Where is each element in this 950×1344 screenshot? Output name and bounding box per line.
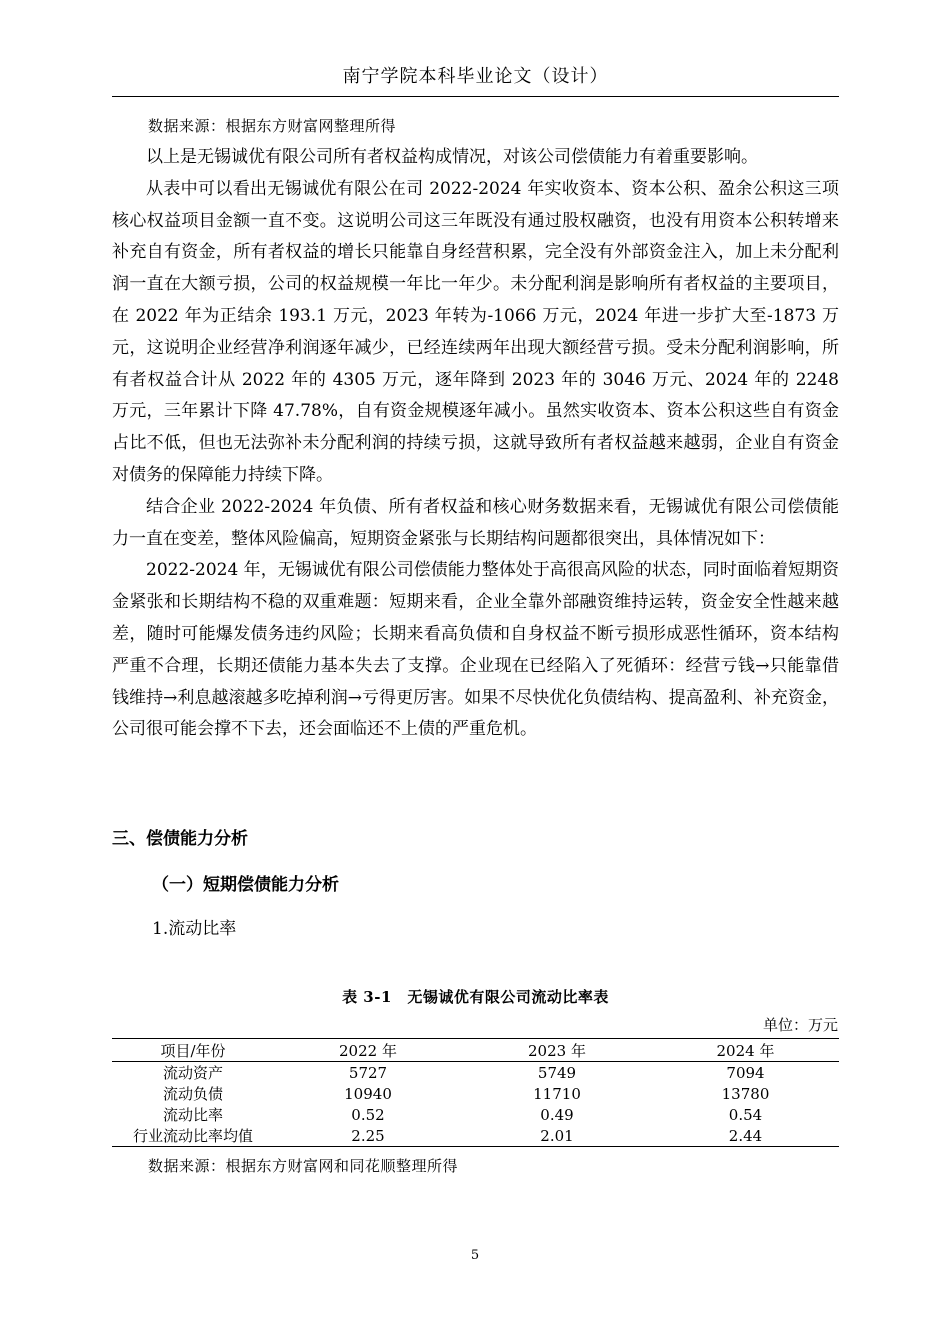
table-row bbox=[112, 1104, 839, 1125]
table-cell: 流动负债 bbox=[162, 1085, 223, 1103]
table-source-note: 数据来源：根据东方财富网和同花顺整理所得 bbox=[148, 1157, 459, 1175]
table-cell: 流动资产 bbox=[162, 1064, 223, 1082]
data-source-note: 数据来源：根据东方财富网整理所得 bbox=[148, 117, 397, 135]
table-header-cell: 项目/年份 bbox=[112, 1039, 274, 1062]
body-paragraphs bbox=[112, 142, 839, 746]
table-row bbox=[112, 1062, 839, 1084]
table-row bbox=[112, 1125, 839, 1147]
table-header-cell: 2022 年 bbox=[274, 1039, 462, 1062]
table-cell: 10940 bbox=[344, 1084, 392, 1103]
table-cell: 0.54 bbox=[728, 1105, 763, 1124]
page-number: 5 bbox=[470, 1248, 480, 1263]
table-header-cell: 2024 年 bbox=[652, 1039, 839, 1062]
paragraph-3: 结合企业 2022-2024 年负债、所有者权益和核心财务数据来看，无锡诚优有限公司偿债能力一直在变差，整体风险偏高，短期资金紧张与长期结构问题都很突出，具体情况如下： bbox=[112, 496, 839, 549]
table-cell: 行业流动比率均值 bbox=[112, 1125, 274, 1147]
paragraph-4: 2022-2024 年，无锡诚优有限公司偿债能力整体处于高很高风险的状态，同时面临着短期资金紧张和长期结构不稳的双重难题：短期来看，企业全靠外部融资维持运转，资金安全性越来越差，随时可能爆发债务违约风险；长期来看高负债和自身权益不断亏损形成恶性循环，资本结构严重不合理，长期还债能力基本失去了支撑。企业现在已经陷入了死循环：经营亏钱→只能靠借钱维持→利息越滚越多吃掉利润→亏得更厉害。如果不尽快优化负债结构、提高盈利、补充资金，公司很可能会撑不下去，还会面临还不上债的严重危机。 bbox=[112, 560, 839, 740]
table-header-row bbox=[112, 1039, 839, 1062]
table-cell: 11710 bbox=[533, 1084, 581, 1103]
table-title: 表 3-1 无锡诚优有限公司流动比率表 bbox=[342, 988, 609, 1006]
table-cell: 0.52 bbox=[351, 1105, 385, 1124]
subsection-heading: （一）短期偿债能力分析 bbox=[152, 875, 339, 895]
paragraph-1: 以上是无锡诚优有限公司所有者权益构成情况，对该公司偿债能力有着重要影响。 bbox=[146, 147, 758, 167]
current-ratio-table bbox=[112, 1038, 839, 1147]
table-cell: 7094 bbox=[726, 1063, 765, 1082]
table-cell: 0.49 bbox=[540, 1105, 574, 1124]
table-cell: 5749 bbox=[537, 1063, 577, 1082]
page-header-title: 南宁学院本科毕业论文（设计） bbox=[342, 66, 609, 87]
table-cell: 2.44 bbox=[652, 1125, 839, 1147]
table-cell: 2.25 bbox=[274, 1125, 462, 1147]
table-cell: 2.01 bbox=[462, 1125, 652, 1147]
section-heading: 三、偿债能力分析 bbox=[112, 829, 248, 849]
subsubsection-heading: 1.流动比率 bbox=[152, 919, 237, 939]
header-divider bbox=[112, 96, 839, 97]
table-cell: 流动比率 bbox=[162, 1106, 223, 1124]
table-unit: 单位：万元 bbox=[762, 1016, 838, 1034]
paragraph-2: 从表中可以看出无锡诚优有限公在司 2022-2024 年实收资本、资本公积、盈余公积这三项核心权益项目金额一直不变。这说明公司这三年既没有通过股权融资，也没有用资本公积转增来补充自有资金，所有者权益的增长只能靠自身经营积累，完全没有外部资金注入，加上未分配利润一直在大额亏损，公司的权益规模一年比一年少。未分配利润是影响所有者权益的主要项目，在 2022 年为正结余 193.1 万元，2023 年转为-1066 万元，2024 年进一步扩大至-1873 万元，这说明企业经营净利润逐年减少，已经连续两年出现大额经营亏损。受未分配利润影响，所有者权益合计从 2022 年的 4305 万元，逐年降到 2023 年的 3046 万元、2024 年的 2248 万元，三年累计下降 47.78%，自有资金规模逐年减小。虽然实收资本、资本公积这些自有资金占比不低，但也无法弥补未分配利润的持续亏损，这就导致所有者权益越来越弱，企业自有资金对债务的保障能力持续下降。 bbox=[112, 178, 839, 485]
table-row bbox=[112, 1083, 839, 1104]
table-cell: 13780 bbox=[721, 1084, 770, 1103]
table-header-cell: 2023 年 bbox=[462, 1039, 652, 1062]
table-cell: 5727 bbox=[348, 1063, 388, 1082]
